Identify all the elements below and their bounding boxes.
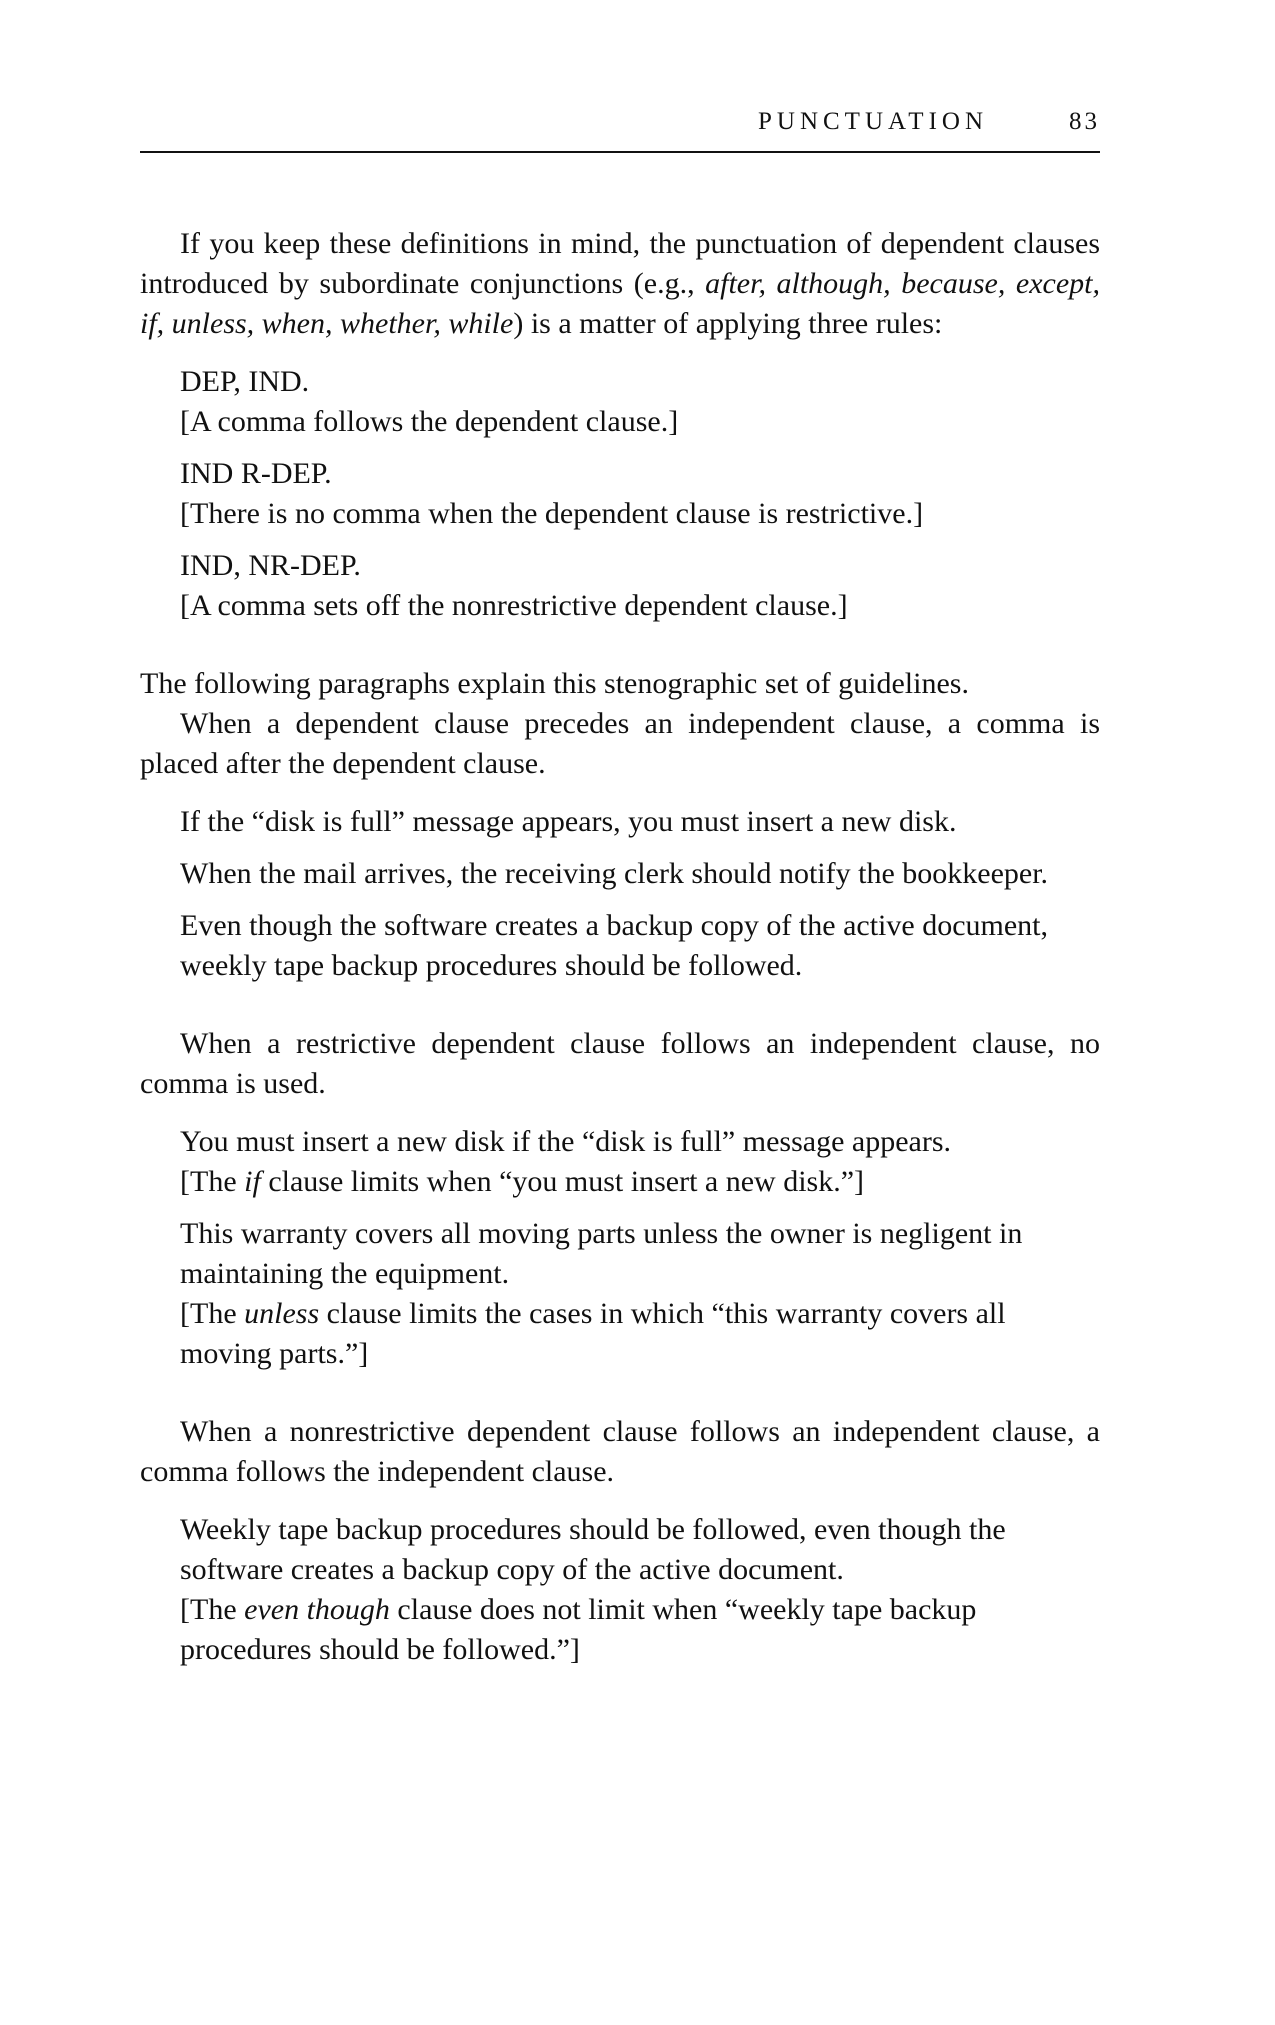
rule-note: [A comma follows the dependent clause.] xyxy=(180,405,679,438)
header-rule xyxy=(140,151,1100,153)
rule-note: [There is no comma when the dependent clause is restrictive.] xyxy=(180,497,924,530)
rule-formula: DEP, IND. xyxy=(180,365,310,398)
examples-precedes xyxy=(180,802,1060,986)
intro-paragraph: If you keep these definitions in mind, the punctuation of dependent clauses introduced by subordinate conjunctions (e.g., after, although, because, except, if, unless, when, whether, while) is a matter of applying three rules: xyxy=(140,227,1100,340)
rule-note: [A comma sets off the nonrestrictive dependent clause.] xyxy=(180,589,848,622)
example-note: [The if clause limits when “you must insert a new disk.”] xyxy=(180,1165,865,1198)
example-sentence: When the mail arrives, the receiving clerk should notify the bookkeeper. xyxy=(180,857,1049,890)
paragraph-restrictive: When a restrictive dependent clause follows an independent clause, no comma is used. xyxy=(140,1027,1100,1100)
examples-nonrestrictive xyxy=(180,1510,1060,1670)
running-head-title: PUNCTUATION xyxy=(758,108,988,135)
conjunction-list: after, although, because, except, if, unless, when, whether, while xyxy=(140,267,1100,340)
rules-list xyxy=(180,362,1060,626)
examples-restrictive xyxy=(180,1122,1060,1374)
example-item xyxy=(180,1214,1060,1374)
example-item xyxy=(180,1122,1060,1202)
example-sentence: If the “disk is full” message appears, you must insert a new disk. xyxy=(180,805,957,838)
body-text xyxy=(140,224,1100,1670)
example-note: [The even though clause does not limit when “weekly tape backup procedures should be followed.”] xyxy=(180,1593,977,1666)
rule-item xyxy=(180,454,1060,534)
paragraph-precedes: When a dependent clause precedes an independent clause, a comma is placed after the dependent clause. xyxy=(140,707,1100,780)
example-note: [The unless clause limits the cases in which “this warranty covers all moving parts.”] xyxy=(180,1297,1006,1370)
paragraph-following: The following paragraphs explain this stenographic set of guidelines. xyxy=(140,667,969,700)
example-sentence: This warranty covers all moving parts unless the owner is negligent in maintaining the equipment. xyxy=(180,1217,1023,1290)
paragraph-nonrestrictive: When a nonrestrictive dependent clause follows an independent clause, a comma follows the independent clause. xyxy=(140,1415,1100,1488)
running-head xyxy=(140,108,1100,148)
page-number: 83 xyxy=(1069,108,1100,135)
example-sentence: Even though the software creates a backup copy of the active document, weekly tape backup procedures should be followed. xyxy=(180,909,1048,982)
rule-item xyxy=(180,362,1060,442)
example-sentence: You must insert a new disk if the “disk is full” message appears. xyxy=(180,1125,951,1158)
example-item xyxy=(180,1510,1060,1670)
rule-formula: IND R-DEP. xyxy=(180,457,332,490)
rule-item xyxy=(180,546,1060,626)
example-sentence: Weekly tape backup procedures should be followed, even though the software creates a backup copy of the active document. xyxy=(180,1513,1006,1586)
rule-formula: IND, NR-DEP. xyxy=(180,549,361,582)
